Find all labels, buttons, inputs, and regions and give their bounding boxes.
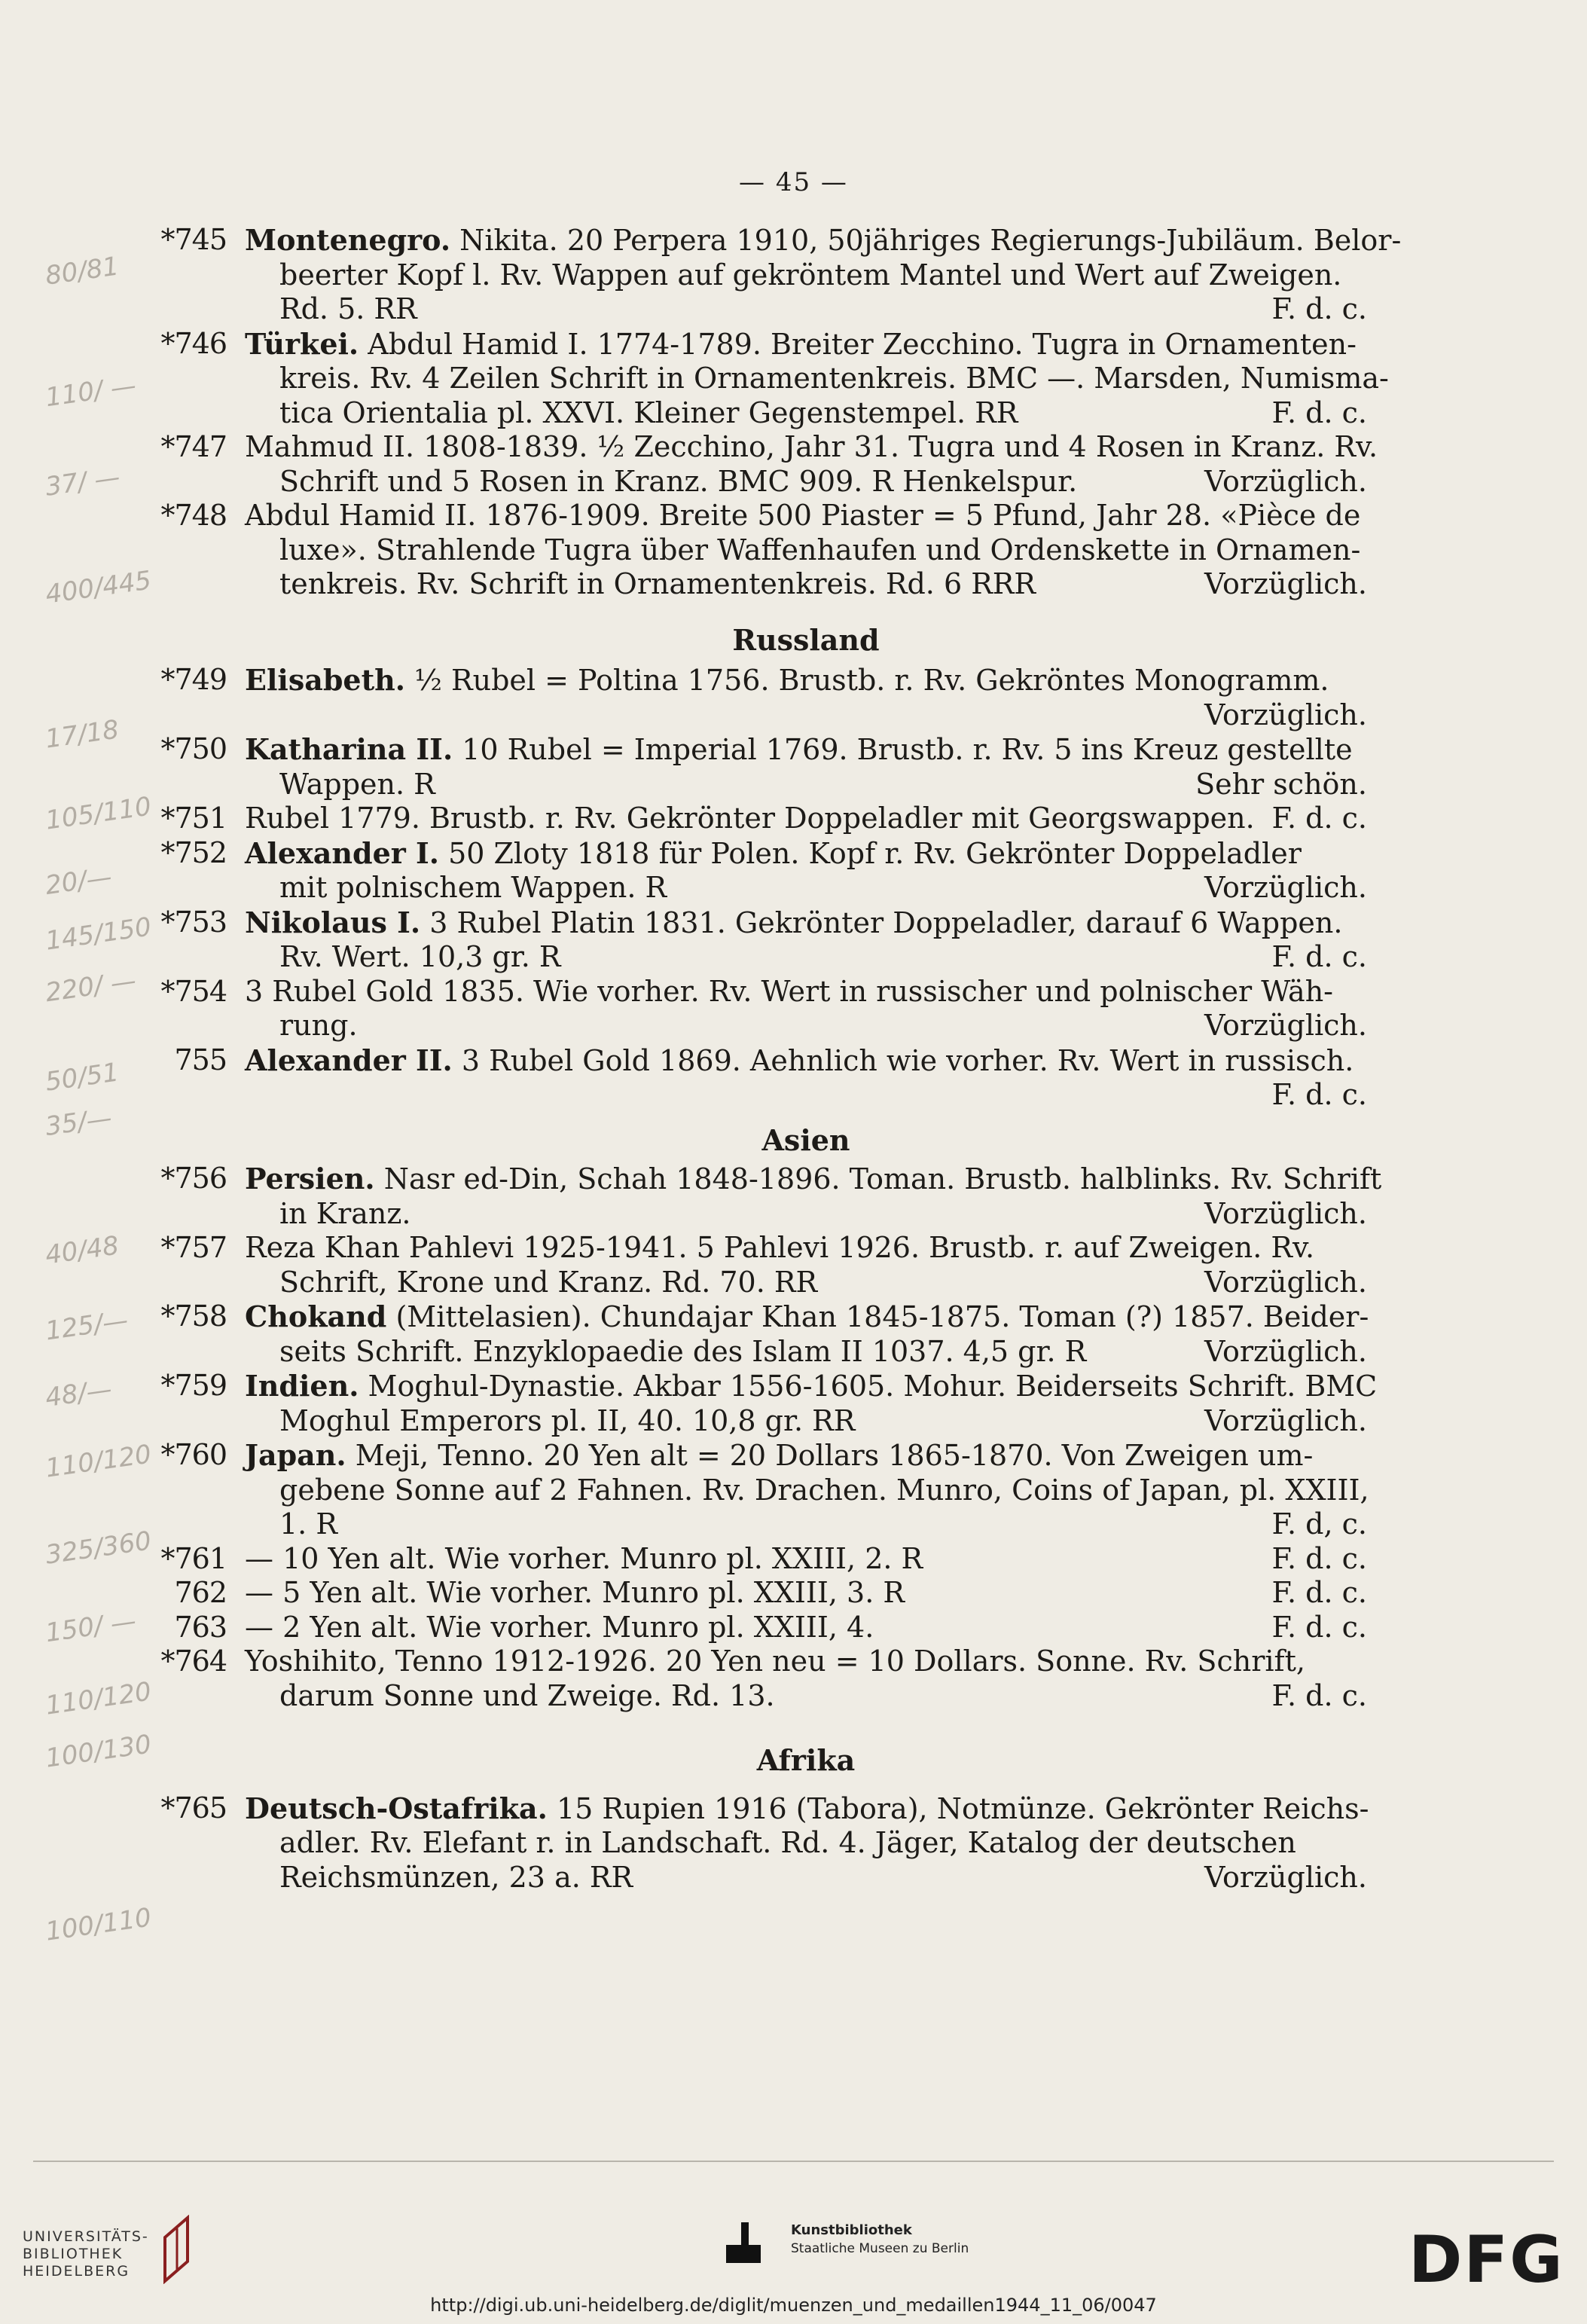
lot-number: *746 bbox=[160, 326, 227, 360]
entries-afrika bbox=[154, 1791, 1367, 1895]
section-heading-russland: Russland bbox=[732, 622, 880, 657]
entry-text bbox=[279, 1473, 1369, 1508]
entry-text bbox=[279, 533, 1360, 568]
entry-description: Moghul-Dynastie. Akbar 1556-1605. Mohur. Beiderseits Schrift. BMC bbox=[359, 1370, 1378, 1403]
entry-line bbox=[245, 1507, 1367, 1542]
entry-heading: Alexander II. bbox=[245, 1043, 453, 1077]
entry-line bbox=[245, 499, 1367, 533]
pencil-annotation: 105/110 bbox=[43, 791, 154, 836]
entry-heading: Katharina II. bbox=[245, 732, 453, 766]
catalog-entry bbox=[154, 326, 1389, 431]
entry-description: 3 Rubel Gold 1835. Wie vorher. Rv. Wert in russischer und polnischer Wäh- bbox=[245, 974, 1334, 1008]
pencil-annotation: 110/120 bbox=[43, 1676, 154, 1721]
entry-text bbox=[245, 975, 1333, 1009]
entry-text bbox=[279, 567, 1036, 602]
entries-russland bbox=[154, 663, 1367, 1113]
condition-grade: Sehr schön. bbox=[1195, 767, 1367, 801]
entry-description: 3 Rubel Platin 1831. Gekrönter Doppeladler, darauf 6 Wappen. bbox=[420, 905, 1343, 939]
library-line: BIBLIOTHEK bbox=[23, 2246, 124, 2262]
entry-text bbox=[245, 732, 1353, 768]
entry-description: 50 Zloty 1818 für Polen. Kopf r. Rv. Gekrönter Doppeladler bbox=[439, 836, 1302, 870]
entry-text bbox=[279, 1009, 358, 1043]
entry-description: Schrift und 5 Rosen in Kranz. BMC 909. R Henkelspur. bbox=[279, 464, 1078, 498]
catalog-entry bbox=[154, 732, 1367, 802]
library-line: UNIVERSITÄTS- bbox=[23, 2228, 149, 2245]
pencil-annotation: 100/110 bbox=[43, 1902, 154, 1947]
entry-line bbox=[245, 1438, 1367, 1473]
condition-grade: F. d, c. bbox=[1271, 1507, 1367, 1541]
entry-text bbox=[245, 327, 1357, 362]
catalog-entry bbox=[154, 975, 1367, 1043]
pencil-annotation: 125/— bbox=[43, 1305, 130, 1347]
entry-description: tenkreis. Rv. Schrift in Ornamentenkreis. Rd. 6 RRR bbox=[279, 567, 1036, 600]
catalog-entry bbox=[154, 1043, 1367, 1113]
entry-description: — 5 Yen alt. Wie vorher. Munro pl. XXIII, 3. R bbox=[245, 1576, 905, 1609]
pencil-annotation: 110/120 bbox=[43, 1439, 154, 1484]
catalog-entry bbox=[154, 1438, 1367, 1542]
entries-tuerkei-montenegro bbox=[154, 223, 1402, 602]
entry-text bbox=[279, 1404, 855, 1439]
entry-text bbox=[245, 223, 1401, 258]
entry-heading: Nikolaus I. bbox=[245, 905, 421, 939]
condition-grade: F. d. c. bbox=[1271, 1541, 1367, 1575]
condition-grade: Vorzüglich. bbox=[1204, 1403, 1367, 1437]
entry-line bbox=[245, 1162, 1382, 1197]
entry-text bbox=[245, 430, 1378, 465]
catalog-entry bbox=[154, 836, 1367, 905]
entry-description: Meji, Tenno. 20 Yen alt = 20 Dollars 1865-1870. Von Zweigen um- bbox=[346, 1439, 1314, 1472]
condition-grade: F. d. c. bbox=[1271, 292, 1367, 325]
catalog-entry bbox=[154, 1645, 1367, 1713]
catalog-entry bbox=[154, 1162, 1382, 1231]
entry-description: Mahmud II. 1808-1839. ½ Zecchino, Jahr 31. Tugra und 4 Rosen in Kranz. Rv. bbox=[245, 430, 1378, 463]
entry-description: Schrift, Krone und Kranz. Rd. 70. RR bbox=[279, 1265, 818, 1299]
library-emblem-icon bbox=[154, 2215, 197, 2284]
condition-grade: Vorzüglich. bbox=[1204, 464, 1367, 498]
entry-description: — 10 Yen alt. Wie vorher. Munro pl. XXIII, 2. R bbox=[245, 1541, 923, 1575]
condition-grade: F. d. c. bbox=[1271, 802, 1367, 835]
entry-text bbox=[245, 1231, 1314, 1266]
entry-text bbox=[245, 836, 1302, 872]
lot-number: *761 bbox=[160, 1541, 227, 1575]
entry-line bbox=[245, 223, 1402, 258]
lot-number: *757 bbox=[160, 1231, 227, 1264]
entry-line bbox=[245, 1231, 1367, 1266]
entry-text bbox=[279, 1507, 337, 1542]
entry-description: Abdul Hamid II. 1876-1909. Breite 500 Piaster = 5 Pfund, Jahr 28. «Pièce de bbox=[245, 499, 1361, 532]
entry-line bbox=[245, 1791, 1367, 1827]
entry-line bbox=[245, 1611, 1367, 1645]
entry-text bbox=[279, 1197, 411, 1232]
entry-text bbox=[279, 1335, 1086, 1370]
section-heading-afrika: Afrika bbox=[756, 1743, 856, 1777]
condition-grade: Vorzüglich. bbox=[1204, 871, 1367, 904]
entry-line bbox=[245, 1078, 1367, 1113]
library-line: HEIDELBERG bbox=[23, 2263, 130, 2280]
catalog-entry bbox=[154, 499, 1367, 602]
entry-line bbox=[245, 1645, 1367, 1679]
lot-number: *754 bbox=[160, 974, 227, 1008]
entry-line bbox=[245, 1197, 1367, 1232]
lot-number: *748 bbox=[160, 499, 227, 532]
entry-line bbox=[245, 465, 1367, 499]
lot-number: *758 bbox=[160, 1299, 227, 1333]
condition-grade: Vorzüglich. bbox=[1204, 1334, 1367, 1368]
entry-line bbox=[245, 1542, 1367, 1577]
lot-number: *760 bbox=[160, 1438, 227, 1471]
kunstbibliothek-emblem-icon bbox=[725, 2222, 762, 2264]
entry-description: — 2 Yen alt. Wie vorher. Munro pl. XXIII, 4. bbox=[245, 1610, 874, 1644]
entry-heading: Montenegro. bbox=[245, 223, 451, 257]
catalog-entry bbox=[154, 223, 1402, 327]
lot-number: *756 bbox=[160, 1162, 227, 1195]
source-url-link[interactable]: http://digi.ub.uni-heidelberg.de/diglit/muenzen_und_medaillen1944_11_06/0047 bbox=[430, 2295, 1157, 2316]
entry-line bbox=[245, 871, 1367, 905]
entry-line bbox=[245, 1369, 1378, 1404]
entry-text bbox=[245, 1611, 874, 1645]
entry-text bbox=[279, 768, 435, 802]
entry-description: in Kranz. bbox=[279, 1196, 411, 1230]
condition-grade: F. d. c. bbox=[1271, 1678, 1367, 1712]
entry-line bbox=[245, 905, 1367, 941]
kunstbibliothek-name: Kunstbibliothek bbox=[791, 2222, 912, 2238]
entry-line bbox=[245, 698, 1367, 733]
entry-description: Nikita. 20 Perpera 1910, 50jähriges Regierungs-Jubiläum. Belor- bbox=[450, 224, 1402, 257]
condition-grade: Vorzüglich. bbox=[1204, 1265, 1367, 1299]
entry-description: (Mittelasien). Chundajar Khan 1845-1875. Toman (?) 1857. Beider- bbox=[386, 1300, 1369, 1333]
lot-number: *749 bbox=[160, 663, 227, 696]
entry-description: 1. R bbox=[279, 1507, 337, 1541]
entry-heading: Deutsch-Ostafrika. bbox=[245, 1791, 548, 1825]
pencil-annotation: 40/48 bbox=[43, 1230, 121, 1271]
entry-heading: Persien. bbox=[245, 1162, 375, 1196]
entry-line bbox=[245, 1335, 1367, 1370]
entry-line bbox=[245, 1009, 1367, 1043]
entry-line bbox=[245, 1576, 1367, 1611]
entry-heading: Türkei. bbox=[245, 326, 359, 361]
entry-description: Nasr ed-Din, Schah 1848-1896. Toman. Brustb. halblinks. Rv. Schrift bbox=[374, 1162, 1382, 1196]
catalog-entry bbox=[154, 1542, 1367, 1577]
condition-grade: F. d. c. bbox=[1271, 1078, 1367, 1111]
lot-number: *745 bbox=[160, 223, 227, 256]
entry-description: Rv. Wert. 10,3 gr. R bbox=[279, 940, 561, 973]
condition-grade: Vorzüglich. bbox=[1204, 698, 1367, 731]
pencil-annotation: 400/445 bbox=[43, 565, 154, 610]
entry-description: seits Schrift. Enzyklopaedie des Islam II 1037. 4,5 gr. R bbox=[279, 1334, 1087, 1368]
entry-description: 10 Rubel = Imperial 1769. Brustb. r. Rv. 5 ins Kreuz gestellte bbox=[453, 733, 1353, 766]
entry-text bbox=[279, 1679, 775, 1714]
condition-grade: Vorzüglich. bbox=[1204, 1196, 1367, 1230]
entry-heading: Japan. bbox=[245, 1438, 346, 1472]
entry-text bbox=[245, 1162, 1381, 1197]
entry-text bbox=[279, 396, 1018, 431]
entry-heading: Elisabeth. bbox=[245, 663, 406, 697]
entry-line bbox=[245, 362, 1389, 396]
entry-line bbox=[245, 396, 1367, 431]
entry-line bbox=[245, 533, 1367, 568]
pencil-annotation: 145/150 bbox=[43, 912, 154, 957]
pencil-annotation: 48/— bbox=[43, 1374, 114, 1413]
entry-line bbox=[245, 975, 1367, 1009]
footer-divider bbox=[33, 2161, 1554, 2162]
entry-description: tica Orientalia pl. XXVI. Kleiner Gegenstempel. RR bbox=[279, 395, 1018, 429]
pencil-annotation: 100/130 bbox=[43, 1729, 154, 1774]
entry-description: luxe». Strahlende Tugra über Waffenhaufen und Ordenskette in Ornamen- bbox=[279, 533, 1361, 566]
pencil-annotation: 37/ — bbox=[43, 462, 122, 502]
entry-description: kreis. Rv. 4 Zeilen Schrift in Ornamentenkreis. BMC —. Marsden, Numisma- bbox=[279, 362, 1389, 395]
catalog-entry bbox=[154, 1576, 1367, 1611]
entry-text bbox=[245, 499, 1360, 533]
lot-number: *752 bbox=[160, 835, 227, 869]
entry-description: adler. Rv. Elefant r. in Landschaft. Rd. 4. Jäger, Katalog der deutschen bbox=[279, 1826, 1296, 1859]
entry-line bbox=[245, 1299, 1367, 1335]
entry-line bbox=[245, 1826, 1367, 1861]
entry-line bbox=[245, 258, 1367, 293]
entry-text bbox=[279, 1861, 633, 1895]
catalog-entry bbox=[154, 1231, 1367, 1299]
pencil-annotation: 17/18 bbox=[43, 714, 121, 755]
entry-description: gebene Sonne auf 2 Fahnen. Rv. Drachen. Munro, Coins of Japan, pl. XXIII, bbox=[279, 1473, 1369, 1507]
pencil-annotation: 50/51 bbox=[43, 1057, 121, 1098]
condition-grade: F. d. c. bbox=[1271, 1576, 1367, 1609]
entry-description: rung. bbox=[279, 1009, 358, 1042]
condition-grade: F. d. c. bbox=[1271, 1610, 1367, 1644]
pencil-annotation: 325/360 bbox=[43, 1525, 154, 1571]
entry-text bbox=[245, 802, 1255, 836]
condition-grade: F. d. c. bbox=[1271, 940, 1367, 973]
entry-description: Reza Khan Pahlevi 1925-1941. 5 Pahlevi 1926. Brustb. r. auf Zweigen. Rv. bbox=[245, 1231, 1315, 1264]
entry-description: Rubel 1779. Brustb. r. Rv. Gekrönter Doppeladler mit Georgswappen. bbox=[245, 802, 1255, 835]
entry-line bbox=[245, 663, 1367, 698]
catalog-entry bbox=[154, 802, 1367, 836]
entry-text bbox=[245, 1438, 1313, 1473]
entry-text bbox=[245, 1791, 1369, 1827]
kunstbibliothek-logo[interactable] bbox=[791, 2222, 969, 2256]
condition-grade: Vorzüglich. bbox=[1204, 1860, 1367, 1894]
entry-heading: Chokand bbox=[245, 1299, 387, 1333]
lot-number: 755 bbox=[174, 1043, 227, 1076]
entry-text bbox=[245, 1299, 1369, 1335]
entry-line bbox=[245, 292, 1367, 327]
entry-text bbox=[279, 362, 1389, 396]
entry-description: Moghul Emperors pl. II, 40. 10,8 gr. RR bbox=[279, 1403, 856, 1437]
entry-description: 15 Rupien 1916 (Tabora), Notmünze. Gekrönter Reichs- bbox=[547, 1791, 1369, 1825]
entry-heading: Indien. bbox=[245, 1369, 359, 1403]
entry-text bbox=[279, 465, 1077, 499]
entry-text bbox=[245, 1369, 1377, 1404]
entry-text bbox=[245, 1645, 1305, 1679]
condition-grade: F. d. c. bbox=[1271, 395, 1367, 429]
lot-number: 763 bbox=[174, 1610, 227, 1644]
pencil-annotation: 80/81 bbox=[43, 251, 121, 292]
dfg-logo[interactable]: DFG bbox=[1408, 2222, 1564, 2298]
pencil-annotation: 150/ — bbox=[43, 1605, 139, 1649]
entry-description: Yoshihito, Tenno 1912-1926. 20 Yen neu = 10 Dollars. Sonne. Rv. Schrift, bbox=[245, 1645, 1305, 1678]
entry-text bbox=[245, 905, 1342, 941]
entry-text bbox=[279, 871, 667, 905]
entry-description: Rd. 5. RR bbox=[279, 292, 417, 325]
lot-number: *747 bbox=[160, 430, 227, 463]
entry-description: Reichsmünzen, 23 a. RR bbox=[279, 1860, 633, 1894]
entry-line bbox=[245, 732, 1367, 768]
entry-text bbox=[245, 663, 1329, 698]
lot-number: 762 bbox=[174, 1576, 227, 1609]
catalog-entry bbox=[154, 663, 1367, 732]
entry-text bbox=[279, 940, 561, 975]
entry-description: mit polnischem Wappen. R bbox=[279, 871, 667, 904]
entry-line bbox=[245, 1861, 1367, 1895]
entry-description: beerter Kopf l. Rv. Wappen auf gekröntem Mantel und Wert auf Zweigen. bbox=[279, 258, 1342, 292]
page-number: — 45 — bbox=[739, 167, 848, 197]
entry-line bbox=[245, 567, 1367, 602]
lot-number: *753 bbox=[160, 905, 227, 939]
catalog-entry bbox=[154, 1611, 1367, 1645]
entry-line bbox=[245, 802, 1367, 836]
section-heading-asien: Asien bbox=[761, 1122, 850, 1157]
entry-line bbox=[245, 1266, 1367, 1300]
condition-grade: Vorzüglich. bbox=[1204, 1009, 1367, 1042]
entry-text bbox=[245, 1542, 923, 1577]
entry-line bbox=[245, 768, 1367, 802]
entry-line bbox=[245, 1404, 1367, 1439]
entry-text bbox=[279, 1826, 1296, 1861]
entry-line bbox=[245, 836, 1367, 872]
entry-text bbox=[245, 1043, 1354, 1079]
pencil-annotation: 20/— bbox=[43, 862, 114, 901]
catalog-entry bbox=[154, 905, 1367, 975]
entry-description: 3 Rubel Gold 1869. Aehnlich wie vorher. Rv. Wert in russisch. bbox=[452, 1043, 1354, 1077]
entry-line bbox=[245, 940, 1367, 975]
lot-number: *759 bbox=[160, 1369, 227, 1402]
entry-line bbox=[245, 327, 1367, 362]
pencil-annotation: 110/ — bbox=[43, 370, 139, 414]
entry-line bbox=[245, 430, 1378, 465]
entry-text bbox=[279, 1266, 817, 1300]
pencil-annotation: 220/ — bbox=[43, 965, 139, 1009]
entry-line bbox=[245, 1043, 1367, 1079]
entry-heading: Alexander I. bbox=[245, 835, 440, 870]
kunstbibliothek-subtitle: Staatliche Museen zu Berlin bbox=[791, 2241, 969, 2256]
entry-line bbox=[245, 1679, 1367, 1714]
entry-text bbox=[245, 1576, 905, 1611]
condition-grade: Vorzüglich. bbox=[1204, 567, 1367, 600]
catalog-entry bbox=[154, 430, 1378, 499]
entry-description: darum Sonne und Zweige. Rd. 13. bbox=[279, 1678, 775, 1712]
catalog-content bbox=[154, 223, 1402, 1895]
lot-number: *765 bbox=[160, 1791, 227, 1825]
entry-description: Abdul Hamid I. 1774-1789. Breiter Zecchino. Tugra in Ornamenten- bbox=[359, 327, 1357, 361]
entry-description: Wappen. R bbox=[279, 767, 435, 801]
entry-text bbox=[279, 292, 417, 327]
catalog-entry bbox=[154, 1299, 1367, 1369]
lot-number: *751 bbox=[160, 802, 227, 835]
entry-text bbox=[279, 258, 1341, 293]
entry-line bbox=[245, 1473, 1367, 1508]
catalog-entry bbox=[154, 1369, 1378, 1438]
pencil-annotation: 35/— bbox=[43, 1103, 114, 1142]
lot-number: *764 bbox=[160, 1645, 227, 1678]
entry-description: ½ Rubel = Poltina 1756. Brustb. r. Rv. Gekröntes Monogramm. bbox=[405, 664, 1329, 697]
catalog-entry bbox=[154, 1791, 1367, 1895]
entries-asien bbox=[154, 1162, 1382, 1713]
lot-number: *750 bbox=[160, 732, 227, 765]
